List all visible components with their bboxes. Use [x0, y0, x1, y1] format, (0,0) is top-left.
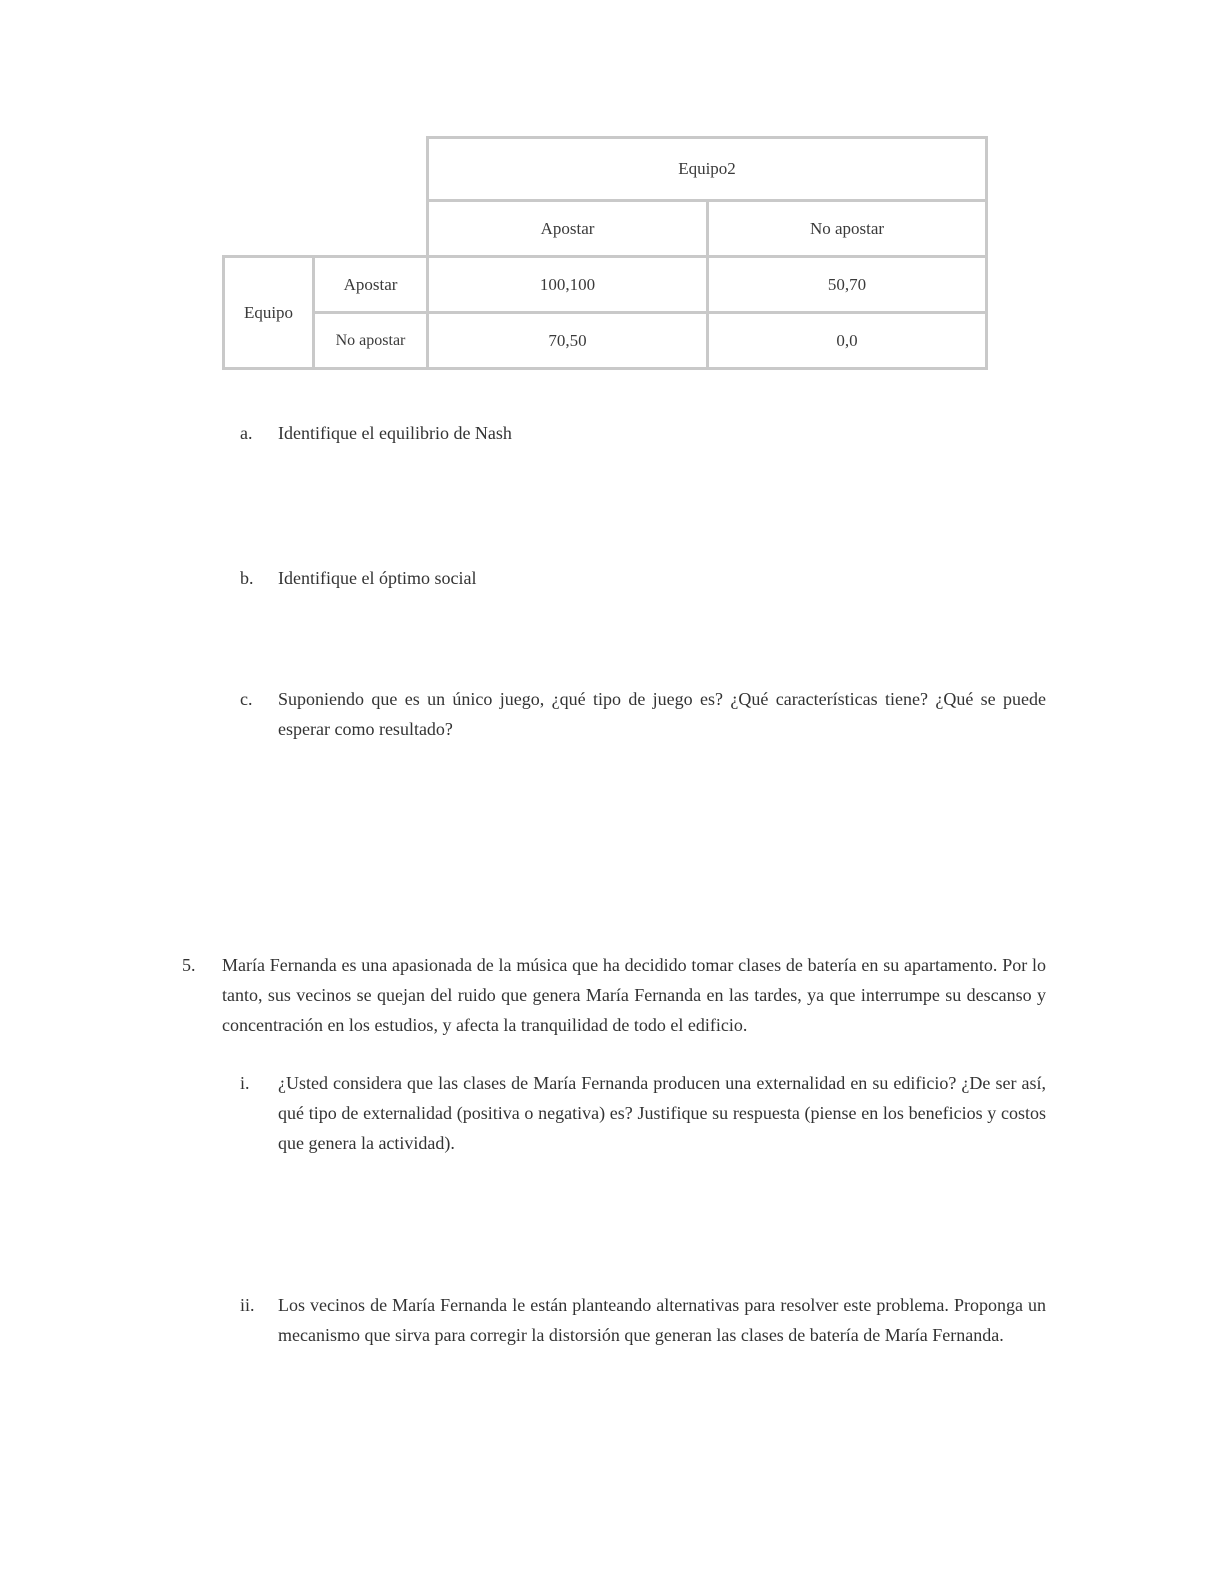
- payoff-cell: 0,0: [706, 311, 988, 370]
- col-strategy-1: Apostar: [426, 199, 709, 258]
- list-marker: b.: [240, 568, 254, 588]
- list-marker: ii.: [240, 1295, 255, 1315]
- problem-number: 5.: [182, 955, 196, 975]
- payoff-cell: 100,100: [426, 255, 709, 314]
- row-strategy-1: Apostar: [312, 255, 429, 314]
- row-strategy-2: No apostar: [312, 311, 429, 370]
- question-text: Identifique el equilibrio de Nash: [278, 423, 512, 443]
- list-marker: a.: [240, 423, 253, 443]
- payoff-cell: 50,70: [706, 255, 988, 314]
- subquestion-text: Los vecinos de María Fernanda le están planteando alternativas para resolver este problema. Proponga un mecanismo que sirva para corregir la distorsión que generan las clases de batería de María Fernanda.: [278, 1295, 1046, 1345]
- list-marker: i.: [240, 1073, 250, 1093]
- subquestion-text: ¿Usted considera que las clases de María Fernanda producen una externalidad en su edificio? ¿De ser así, qué tipo de externalidad (positiva o negativa) es? Justifique su respuesta (piense en los beneficios y costos que genera la actividad).: [278, 1073, 1046, 1153]
- problem-text: María Fernanda es una apasionada de la música que ha decidido tomar clases de batería en su apartamento. Por lo tanto, sus vecinos se quejan del ruido que genera María Fernanda en las tardes, ya que interrumpe su descanso y concentración en los estudios, y afecta la tranquilidad de todo el edificio.: [222, 955, 1046, 1035]
- payoff-cell: 70,50: [426, 311, 709, 370]
- row-player-header: Equipo: [222, 255, 315, 370]
- list-marker: c.: [240, 689, 253, 709]
- question-text: Identifique el óptimo social: [278, 568, 477, 588]
- col-player-header: Equipo2: [426, 136, 988, 202]
- payoff-matrix: [222, 136, 988, 370]
- col-strategy-2: No apostar: [706, 199, 988, 258]
- question-text: Suponiendo que es un único juego, ¿qué tipo de juego es? ¿Qué características tiene? ¿Qué se puede esperar como resultado?: [278, 689, 1046, 739]
